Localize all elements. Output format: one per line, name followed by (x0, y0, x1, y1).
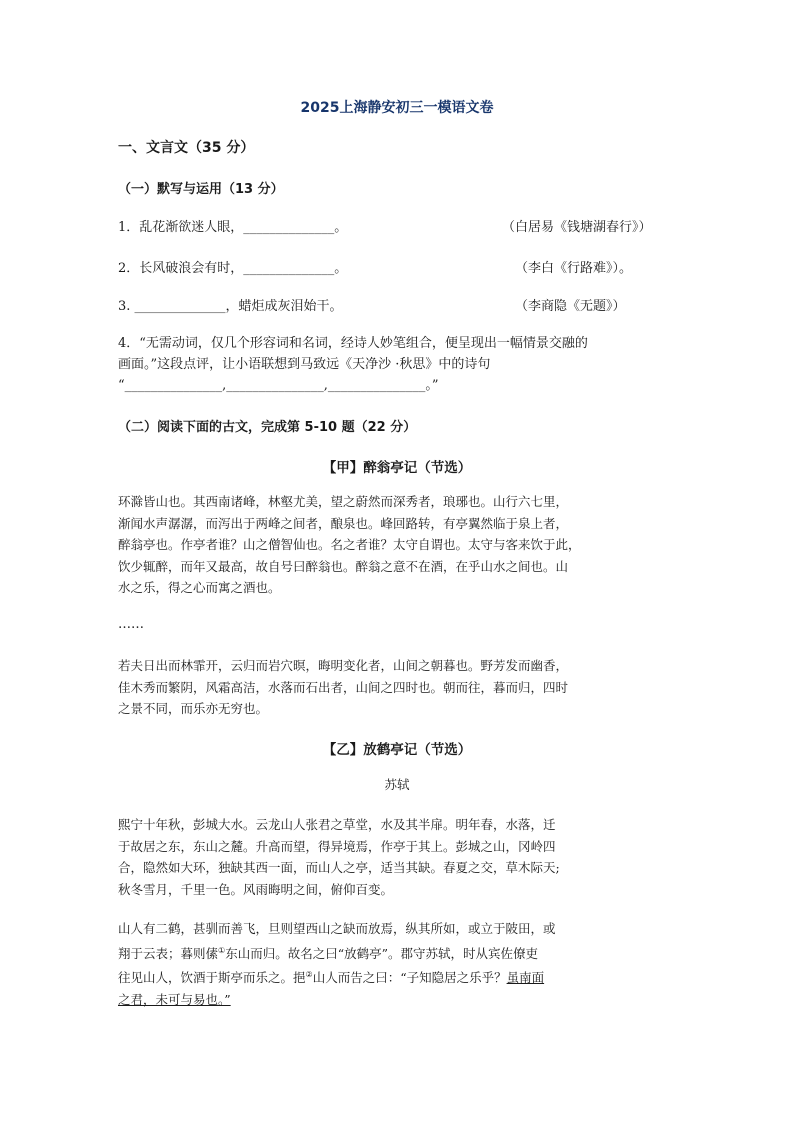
part-heading-1: （一）默写与运用（13 分） (118, 182, 284, 197)
question-3-source: （李商隐《无题》） (515, 299, 626, 314)
paragraph-text: 山人有二鹤，甚驯而善飞，旦则望西山之缺而放焉，纵其所如，或立于陂田，或 翔于云表；暮则傃 (118, 921, 556, 961)
text-jia-paragraph-2: 若夫日出而林霏开，云归而岩穴暝，晦明变化者，山间之朝暮也。野芳发而幽香， 佳木秀而繁阴，风霜高洁，水落而石出者，山间之四时也。朝而往，暮而归，四时 之景不同，而乐亦无穷也。 (118, 658, 569, 716)
question-2-source: （李白《行路难》）。 (515, 261, 633, 276)
question-2: 2．长风破浪会有时，______________。 (118, 261, 348, 276)
question-1-source: （白居易《钱塘湖春行》） (502, 220, 652, 235)
part-heading-2: （二）阅读下面的古文，完成第 5-10 题（22 分） (118, 420, 417, 435)
text-yi-paragraph-1: 熙宁十年秋，彭城大水。云龙山人张君之草堂，水及其半扉。明年春，水落，迁 于故居之东，东山之麓。升高而望，得异境焉，作亭于其上。彭城之山，冈岭四 合，隐然如大环，独缺其西一面，而山人之亭，适当其缺。春夏之交，草木际天; 秋冬雪月，千里一色。风雨晦明之间，俯仰百变。 (118, 817, 560, 897)
page-title: 2025上海静安初三一模语文卷 (300, 100, 494, 116)
underlined-sentence: 之君，未可与易也。” (118, 991, 231, 1007)
question-3: 3. ______________，蜡炬成灰泪始干。 (118, 299, 343, 314)
footnote-marker-2: ② (305, 970, 313, 980)
footnote-marker-1: ① (218, 945, 226, 955)
underlined-sentence: 虽南面 (506, 970, 545, 986)
question-4: 4．“无需动词，仅几个形容词和名词，经诗人妙笔组合，便呈现出一幅情景交融的 画面。”这段点评，让小语联想到马致远《天净沙 ·秋思》中的诗句 “_______________,_______________,_______________。” (118, 336, 588, 393)
text-jia-paragraph-1: 环滁皆山也。其西南诸峰，林壑尤美，望之蔚然而深秀者，琅琊也。山行六七里， 渐闻水声潺潺，而泻出于两峰之间者，酿泉也。峰回路转，有亭翼然临于泉上者， 醉翁亭也。作亭者谁？山之僧智仙也。名之者谁？太守自谓也。太守与客来饮于此， 饮少辄醉，而年又最高，故自号曰醉翁也。醉翁之意不在酒，在乎山水之间也。山 水之乐，得之心而寓之酒也。 (118, 494, 581, 595)
text-yi-author: 苏轼 (384, 777, 410, 792)
text-jia-title: 【甲】醉翁亭记（节选） (322, 460, 472, 476)
text-yi-paragraph-2 (118, 918, 678, 1010)
text-yi-title: 【乙】放鹤亭记（节选） (322, 742, 472, 758)
paragraph-text: 东山而归。故名之曰“放鹤亭”。郡守苏轼，时从宾佐僚吏 往见山人，饮酒于斯亭而乐之。挹 (118, 945, 538, 986)
question-1: 1．乱花渐欲迷人眼，______________。 (118, 220, 348, 235)
paragraph-text: 山人而告之曰：“子知隐居之乐乎？ (312, 970, 507, 986)
ellipsis: …… (118, 617, 144, 632)
section-heading: 一、文言文（35 分） (118, 140, 255, 156)
